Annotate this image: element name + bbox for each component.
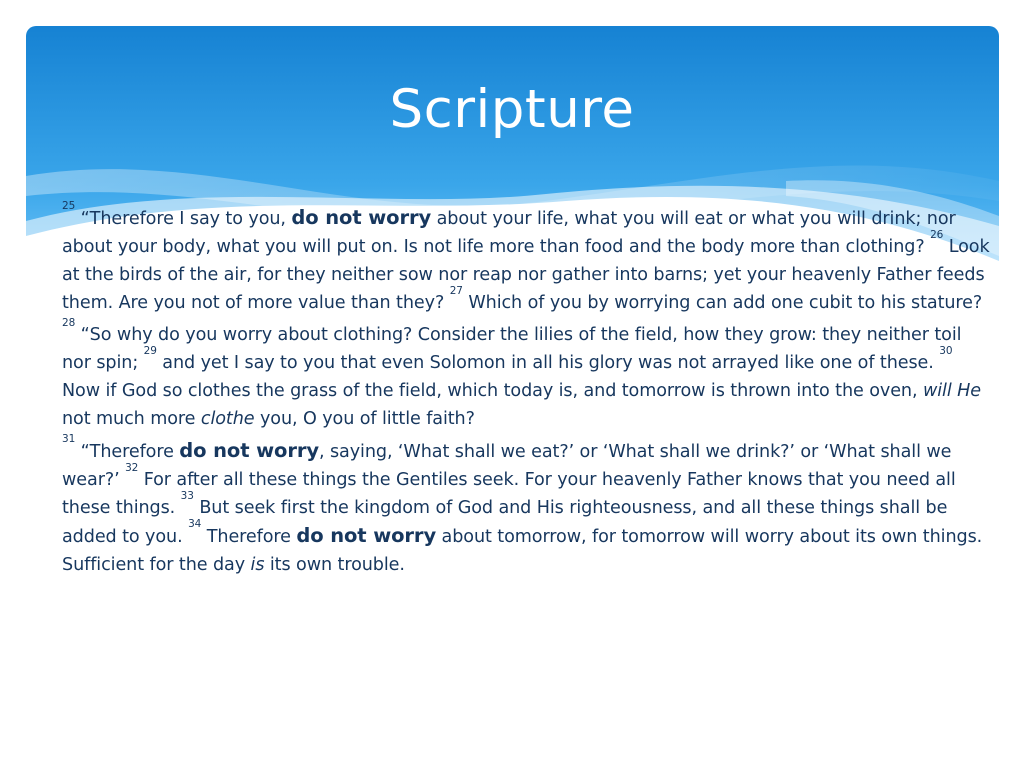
verse-text: For after all these things the Gentiles seek. For your heavenly Father knows that you need all these things.: [62, 470, 956, 518]
verse-text: Now if God so clothes the grass of the field, which today is, and tomorrow is thrown into the oven,: [62, 381, 923, 401]
italic-text: clothe: [200, 409, 255, 429]
scripture-body: [62, 200, 992, 583]
verse-text: “Therefore: [75, 442, 180, 462]
verse-text: “Therefore I say to you,: [75, 209, 292, 229]
verse-number: 30: [939, 345, 953, 357]
verse-number: 26: [930, 229, 944, 241]
emphasis-text: do not worry: [296, 524, 437, 547]
verse-text: Look at the birds of the air, for they neither sow nor reap nor gather into barns; yet your heavenly Father feeds them. Are you not of more value than they?: [62, 237, 990, 313]
verse-number: 29: [143, 345, 157, 357]
verse-number: 33: [180, 490, 194, 502]
verse-text: about your life, what you will eat or what you will drink; nor about your body, what you will put on. Is not life more than food and the body more than clothing?: [62, 209, 956, 257]
scripture-paragraph: [62, 317, 992, 433]
slide-title: Scripture: [389, 79, 635, 140]
italic-text: is: [250, 555, 265, 575]
verse-number: 25: [62, 200, 76, 212]
verse-text: Therefore: [201, 527, 297, 547]
verse-text: Which of you by worrying can add one cubit to his stature?: [462, 293, 983, 313]
verse-number: 28: [62, 317, 76, 329]
verse-text: But seek first the kingdom of God and His righteousness, and all these things shall be added to you.: [62, 498, 948, 547]
scripture-paragraph: [62, 200, 992, 317]
verse-text: its own trouble.: [264, 555, 405, 575]
italic-text: will He: [922, 381, 981, 401]
verse-number: 32: [125, 462, 139, 474]
verse-number: 27: [449, 285, 463, 297]
verse-text: “So why do you worry about clothing? Consider the lilies of the field, how they grow: they neither toil nor spin;: [62, 325, 962, 373]
verse-number: 31: [62, 433, 76, 445]
emphasis-text: do not worry: [179, 439, 319, 462]
verse-text: about tomorrow, for tomorrow will worry about its own things. Sufficient for the day: [62, 527, 983, 575]
verse-text: not much more: [62, 409, 201, 429]
scripture-paragraph: [62, 433, 992, 579]
verse-text: and yet I say to you that even Solomon in all his glory was not arrayed like one of these.: [156, 353, 940, 373]
verse-number: 34: [188, 518, 202, 530]
emphasis-text: do not worry: [291, 206, 432, 229]
verse-text: you, O you of little faith?: [254, 409, 475, 429]
verse-text: , saying, ‘What shall we eat?’ or ‘What shall we drink?’ or ‘What shall we wear?’: [62, 442, 952, 490]
